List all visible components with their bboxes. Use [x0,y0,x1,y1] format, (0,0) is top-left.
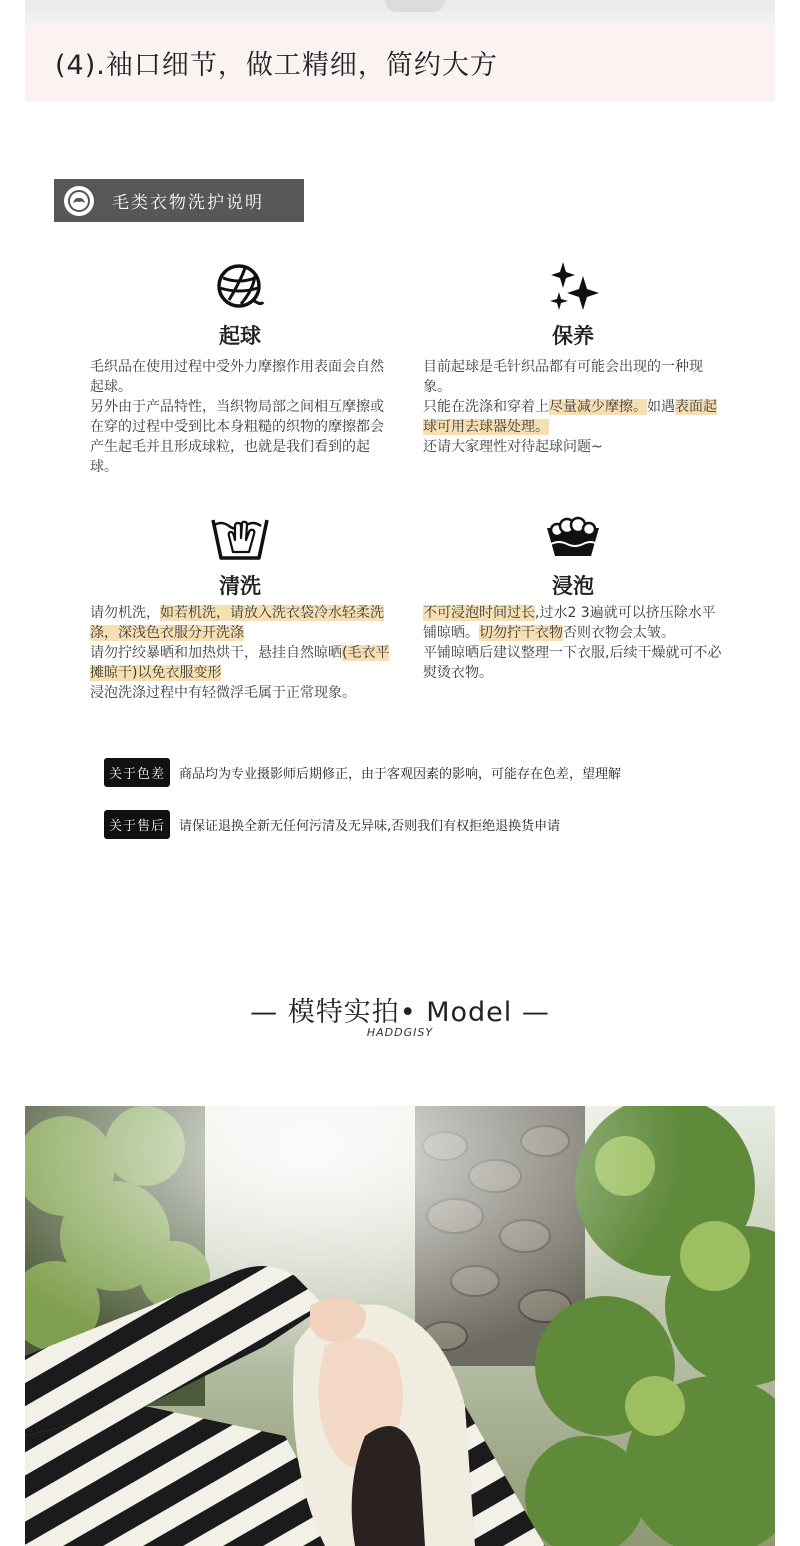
model-section-title: — 模特实拍• Model — [250,997,550,1028]
care-highlight: 尽量减少摩擦。 [549,399,647,415]
care-item-line [90,603,390,643]
sleeve-detail-photo [25,0,775,25]
care-item-line [90,643,390,683]
care-item-line [423,397,723,437]
color-difference-note [104,758,621,787]
care-item-line [423,643,723,683]
sparkles-icon [423,262,723,318]
care-item-title: 起球 [219,324,261,348]
care-highlight: 切勿拧干衣物 [479,625,563,641]
care-item-body [423,357,723,457]
care-text: 请勿拧绞暴晒和加热烘干，悬挂自然晾晒 [90,645,342,661]
care-item-body [90,357,390,477]
care-text: 毛织品在使用过程中受外力摩擦作用表面会自然起球。 [90,359,384,395]
care-text: 如遇 [647,399,675,415]
care-item-line [90,683,390,703]
sleeve-detail-shape [385,0,445,12]
care-item-title: 保养 [552,324,594,348]
care-item-line [90,397,390,477]
after-sales-note [104,810,560,839]
hand-wash-icon [90,512,390,564]
care-text: ,过水2 3遍就可以挤压除水平铺晾晒。 [423,605,716,641]
care-item-title: 浸泡 [552,574,594,598]
model-photo-illustration [25,1106,775,1546]
care-item-line [423,603,723,643]
care-text: 否则衣物会太皱。 [563,625,675,641]
care-text: 平铺晾晒后建议整理一下衣服,后续干燥就可不必熨烫衣物。 [423,645,722,681]
care-highlight: 不可浸泡时间过长 [423,605,535,621]
care-highlight: (毛衣平摊晾干)以免衣服变形 [90,645,390,681]
care-text: 还请大家理性对待起球问题~ [423,439,603,455]
detail-caption: (4).袖口细节，做工精细，简约大方 [55,50,498,81]
care-item-body [90,603,390,703]
care-item-title: 清洗 [219,574,261,598]
care-text: 另外由于产品特性，当织物局部之间相互摩擦或在穿的过程中受到比本身粗糙的织物的摩擦都会产生起毛并且形成球粒，也就是我们看到的起球。 [90,399,384,475]
model-photo [25,1106,775,1546]
note-tag: 关于售后 [104,810,170,839]
care-text: 只能在洗涤和穿着上 [423,399,549,415]
care-highlight: 表面起球可用去球器处理。 [423,399,717,435]
care-item-body [423,603,723,683]
detail-caption-band [25,25,775,101]
yarn-ball-icon [90,262,390,316]
note-tag: 关于色差 [104,758,170,787]
care-item-line [423,357,723,397]
care-item-line [423,437,723,457]
note-text: 请保证退换全新无任何污清及无异味,否则我们有权拒绝退换货申请 [179,819,561,834]
wool-badge-icon [64,186,94,216]
care-text: 浸泡洗涤过程中有轻微浮毛属于正常现象。 [90,685,356,701]
care-section-title: 毛类衣物洗护说明 [112,193,264,213]
care-text: 目前起球是毛针织品都有可能会出现的一种现象。 [423,359,703,395]
soak-basin-icon [423,516,723,562]
care-text: 请勿机洗， [90,605,160,621]
brand-subtitle: HADDGISY [366,1026,434,1039]
care-highlight: 如若机洗，请放入洗衣袋冷水轻柔洗涤，深浅色衣服分开洗涤 [90,605,384,641]
note-text: 商品均为专业摄影师后期修正，由于客观因素的影响，可能存在色差，望理解 [179,767,622,782]
care-section-header [54,179,304,222]
care-item-line [90,357,390,397]
